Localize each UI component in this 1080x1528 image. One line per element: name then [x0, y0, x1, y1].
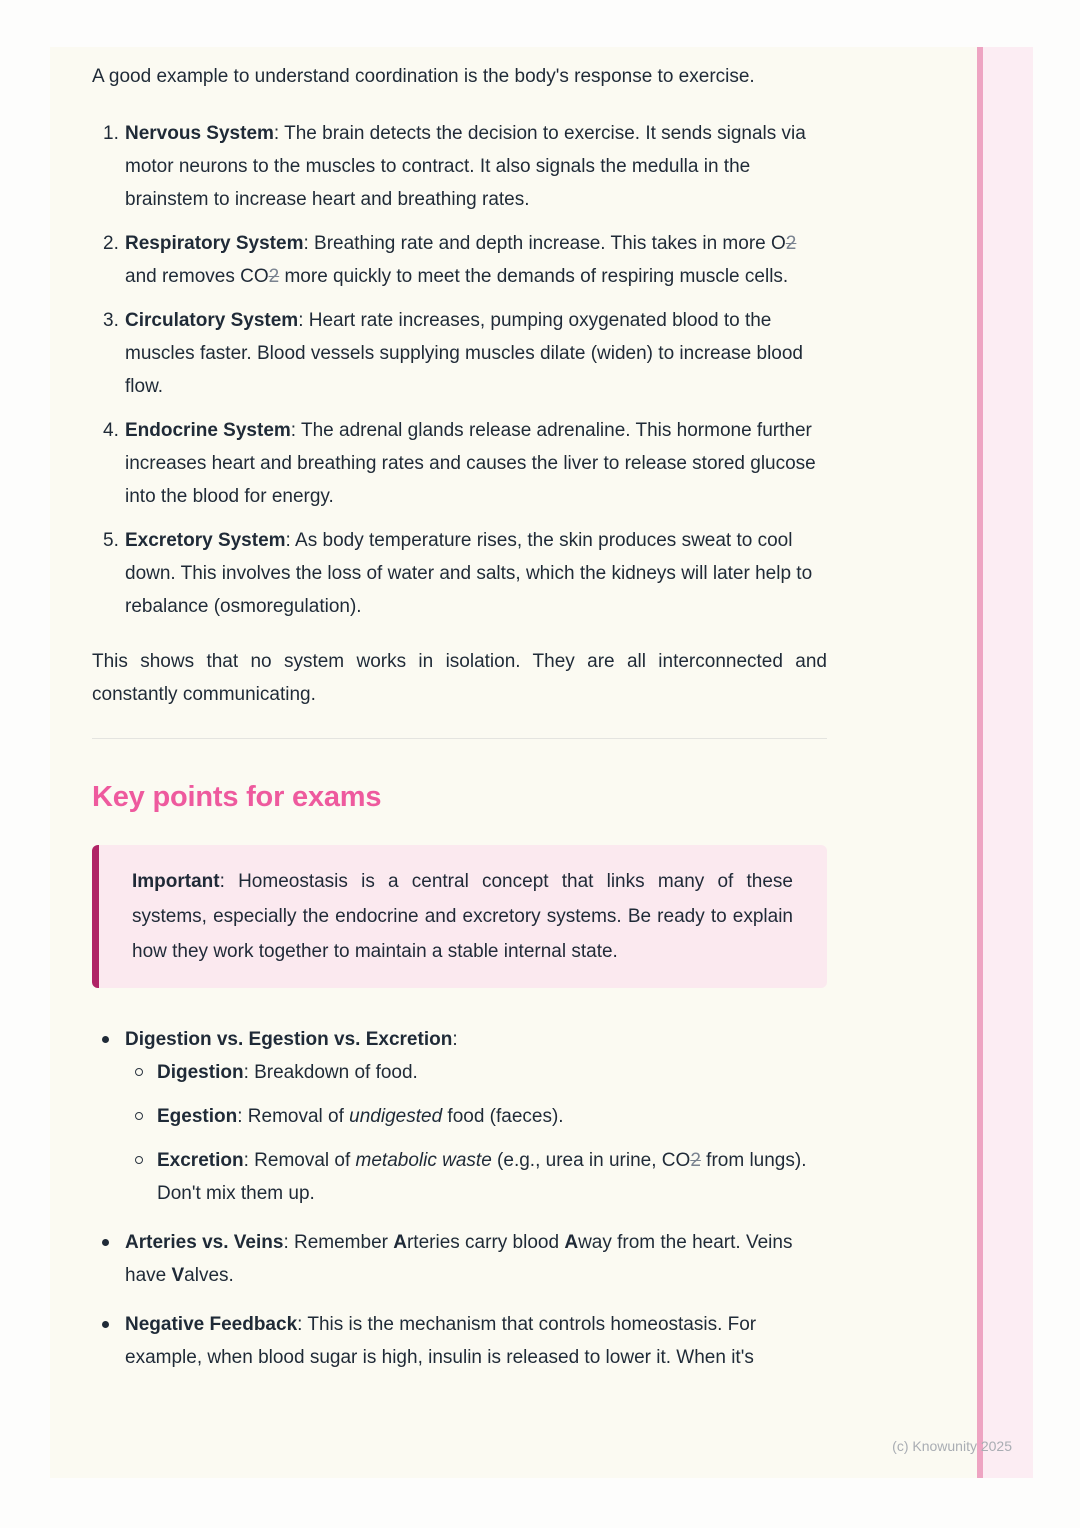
list-item-text [125, 227, 827, 293]
text-segment: 2 [690, 1150, 701, 1171]
numbered-list-item [103, 414, 827, 513]
important-callout [92, 845, 827, 988]
text-segment: : Breathing rate and depth increase. This takes in more O [303, 233, 786, 254]
text-segment: : The brain detects the decision to exercise. It sends signals via motor neurons to the muscles to contract. It also signals the medulla in the brainstem to increase heart and breathing rates. [125, 123, 806, 210]
text-segment: and removes CO [125, 266, 269, 287]
list-item-text [125, 117, 827, 216]
text-segment: Arteries vs. Veins [125, 1232, 284, 1253]
numbered-list-item [103, 117, 827, 216]
text-segment: : Remember [283, 1232, 394, 1253]
text-segment: : Breakdown of food. [243, 1062, 418, 1083]
circle-bullet-icon [135, 1112, 143, 1120]
list-item-text [125, 414, 827, 513]
numbered-list-item [103, 304, 827, 403]
list-item-text [157, 1062, 418, 1083]
text-segment: : Homeostasis is a central concept that links many of these systems, especially the endocrine and excretory systems. Be ready to explain how they work together to maintain a stable internal state. [132, 871, 793, 962]
list-number: 3. [103, 310, 119, 331]
body-systems-list [92, 117, 827, 623]
text-segment: alves. [184, 1265, 234, 1286]
text-segment: V [171, 1265, 185, 1286]
text-segment: A [393, 1232, 407, 1253]
list-item-text [125, 304, 827, 403]
key-points-list [92, 1023, 827, 1374]
text-segment: Excretory System [125, 530, 286, 551]
text-segment: undigested [349, 1106, 443, 1127]
text-segment: from lungs). Don't mix them up. [157, 1150, 807, 1204]
text-segment: 2 [268, 266, 280, 287]
numbered-list-item [103, 227, 827, 293]
text-segment: A [564, 1232, 579, 1253]
sub-list-item [125, 1056, 827, 1089]
text-segment: food (faeces). [442, 1106, 564, 1127]
disc-bullet-icon [102, 1239, 109, 1246]
page-content [92, 47, 827, 1390]
text-segment: : [452, 1029, 458, 1050]
list-item-text [125, 1029, 458, 1050]
text-segment: Digestion [157, 1062, 244, 1083]
text-segment: : Removal of [237, 1106, 350, 1127]
text-segment: (e.g., urea in urine, CO [491, 1150, 691, 1171]
text-segment: Endocrine System [125, 420, 291, 441]
text-segment: Digestion vs. Egestion vs. Excretion [125, 1029, 453, 1050]
copyright-text: (c) Knowunity 2025 [892, 1438, 1012, 1454]
circle-bullet-icon [135, 1068, 143, 1076]
text-segment: : This is the mechanism that controls homeostasis. For example, when blood sugar is high, insulin is released to lower it. When it's [125, 1314, 757, 1368]
text-segment: more quickly to meet the demands of respiring muscle cells. [279, 266, 789, 287]
list-item [92, 1308, 827, 1374]
section-heading: Key points for exams [92, 781, 382, 813]
text-segment: Important [132, 871, 220, 892]
closing-paragraph [92, 645, 827, 711]
sub-list-item [125, 1144, 827, 1210]
numbered-list-item [103, 524, 827, 623]
sub-list-item [125, 1100, 827, 1133]
list-item-text [125, 1314, 756, 1368]
list-item-text [157, 1150, 806, 1204]
callout-text [132, 864, 793, 969]
list-number: 1. [103, 123, 119, 144]
text-segment: This shows that no system works in isolation. They are all interconnected and constantly communicating. [92, 651, 827, 705]
text-segment: Circulatory System [125, 310, 299, 331]
text-segment: : As body temperature rises, the skin produces sweat to cool down. This involves the loss of water and salts, which the kidneys will later help to rebalance (osmoregulation). [125, 530, 813, 617]
text-segment: way from the heart. Veins have [125, 1232, 793, 1286]
text-segment: Negative Feedback [125, 1314, 298, 1335]
list-item-text [125, 524, 827, 623]
text-segment: rteries carry blood [406, 1232, 565, 1253]
document-page [50, 47, 1033, 1478]
circle-bullet-icon [135, 1156, 143, 1164]
text-segment: : The adrenal glands release adrenaline. This hormone further increases heart and breathing rates and causes the liver to release stored glucose into the blood for energy. [125, 420, 816, 507]
text-segment: : Removal of [243, 1150, 356, 1171]
page-edge-band [977, 47, 1033, 1478]
list-item-text [125, 1232, 792, 1286]
intro-paragraph [92, 60, 827, 93]
disc-bullet-icon [102, 1321, 109, 1328]
text-segment: 2 [785, 233, 797, 254]
sub-list [125, 1056, 827, 1210]
text-segment: Egestion [157, 1106, 238, 1127]
text-segment: A good example to understand coordination is the body's response to exercise. [92, 66, 755, 87]
text-segment: : Heart rate increases, pumping oxygenated blood to the muscles faster. Blood vessels supplying muscles dilate (widen) to increase blood flow. [125, 310, 803, 397]
text-segment: Respiratory System [125, 233, 304, 254]
list-item-text [157, 1106, 564, 1127]
text-segment: Nervous System [125, 123, 274, 144]
section-divider [92, 738, 827, 739]
list-item [92, 1023, 827, 1210]
text-segment: metabolic waste [355, 1150, 492, 1171]
list-number: 2. [103, 233, 119, 254]
text-segment: Excretion [157, 1150, 244, 1171]
disc-bullet-icon [102, 1036, 109, 1043]
list-item [92, 1226, 827, 1292]
list-number: 5. [103, 530, 119, 551]
list-number: 4. [103, 420, 119, 441]
